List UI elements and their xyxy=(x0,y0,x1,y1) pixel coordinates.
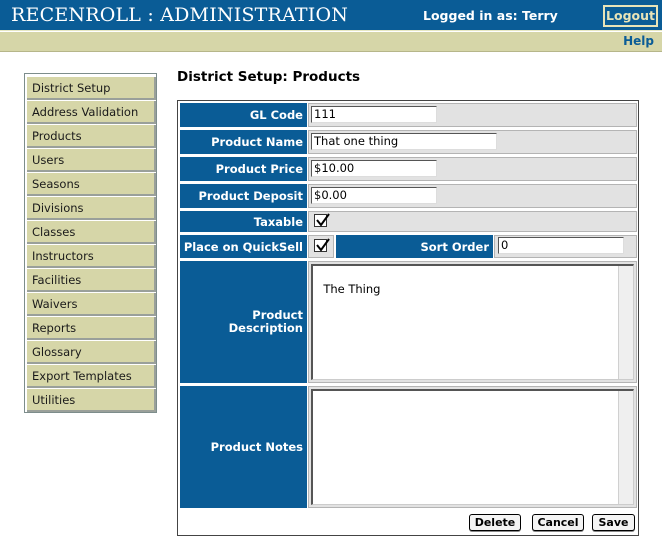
quicksell-checkbox[interactable] xyxy=(314,239,327,252)
description-scrollbar[interactable] xyxy=(618,266,633,379)
help-link[interactable]: Help xyxy=(623,34,654,48)
delete-button[interactable]: Delete xyxy=(469,514,521,531)
sidebar-item-classes[interactable]: Classes xyxy=(27,221,156,244)
taxable-label: Taxable xyxy=(180,211,307,232)
product-description-label-line1: Product xyxy=(252,308,303,322)
product-price-input[interactable]: $10.00 xyxy=(311,160,437,177)
product-deposit-input[interactable]: $0.00 xyxy=(311,187,437,204)
sidebar-item-reports[interactable]: Reports xyxy=(27,317,156,340)
product-name-label: Product Name xyxy=(180,130,307,154)
product-notes-textarea[interactable] xyxy=(311,389,634,505)
logged-in-user: Logged in as: Terry xyxy=(423,8,558,23)
quicksell-label: Place on QuickSell xyxy=(180,235,307,258)
sidebar-item-utilities[interactable]: Utilities xyxy=(27,389,156,412)
sidebar-item-users[interactable]: Users xyxy=(27,149,156,172)
sidebar-item-waivers[interactable]: Waivers xyxy=(27,293,156,316)
checkmark-icon xyxy=(315,213,330,228)
sort-order-input[interactable]: 0 xyxy=(498,237,624,254)
sidebar-item-seasons[interactable]: Seasons xyxy=(27,173,156,196)
sidebar-item-instructors[interactable]: Instructors xyxy=(27,245,156,268)
sidebar-item-glossary[interactable]: Glossary xyxy=(27,341,156,364)
sidebar-item-address-validation[interactable]: Address Validation xyxy=(27,101,156,124)
sidebar-item-divisions[interactable]: Divisions xyxy=(27,197,156,220)
gl-code-label: GL Code xyxy=(180,103,307,127)
app-title: RECENROLL : ADMINISTRATION xyxy=(11,4,349,26)
product-deposit-label: Product Deposit xyxy=(180,184,307,208)
product-description-label xyxy=(180,261,307,383)
cancel-button[interactable]: Cancel xyxy=(532,514,584,531)
help-bar xyxy=(0,32,662,52)
sidebar-item-export-templates[interactable]: Export Templates xyxy=(27,365,156,388)
product-description-textarea[interactable] xyxy=(311,264,634,380)
taxable-cell xyxy=(308,211,637,232)
notes-scrollbar[interactable] xyxy=(618,391,633,504)
checkmark-icon xyxy=(315,238,330,253)
product-price-label: Product Price xyxy=(180,157,307,181)
taxable-checkbox[interactable] xyxy=(314,214,327,227)
product-name-input[interactable]: That one thing xyxy=(311,133,497,150)
sidebar-nav xyxy=(24,73,157,413)
sidebar-item-products[interactable]: Products xyxy=(27,125,156,148)
gl-code-input[interactable]: 111 xyxy=(311,106,437,123)
product-notes-label: Product Notes xyxy=(180,386,307,508)
product-description-text: The Thing xyxy=(323,282,381,296)
page-title: District Setup: Products xyxy=(177,69,361,85)
logout-button[interactable]: Logout xyxy=(603,5,658,27)
sort-order-label: Sort Order xyxy=(336,235,493,258)
sidebar-item-facilities[interactable]: Facilities xyxy=(27,269,156,292)
save-button[interactable]: Save xyxy=(592,514,635,531)
header-bar xyxy=(0,0,662,31)
product-description-label-line2: Description xyxy=(228,321,303,335)
sidebar-item-district-setup[interactable]: District Setup xyxy=(27,77,156,100)
